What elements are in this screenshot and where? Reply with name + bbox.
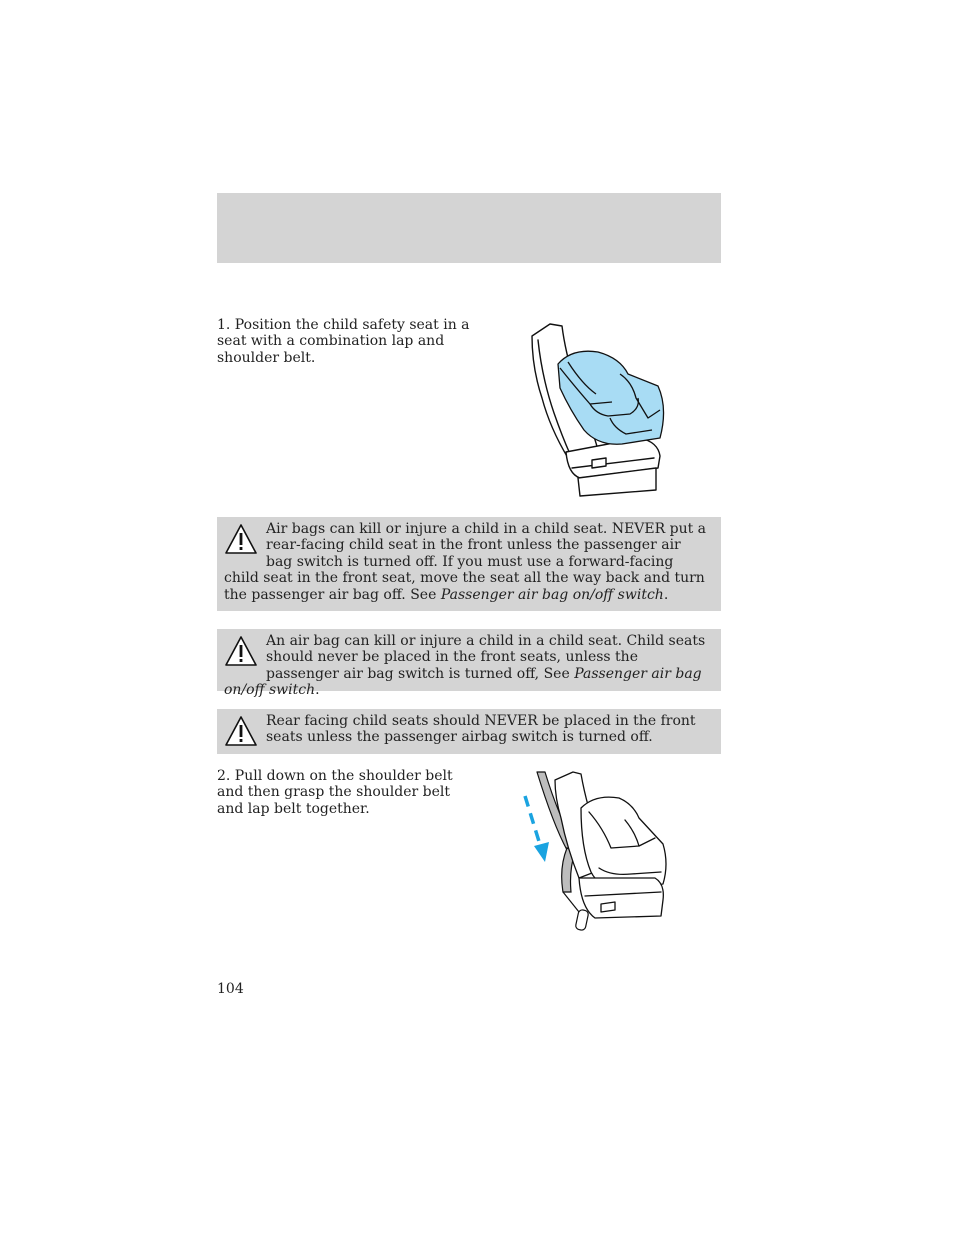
shoulder-belt-pull-illustration [515, 768, 675, 934]
warning-1-reference: Passenger air bag on/off switch [440, 586, 664, 603]
warning-triangle-icon [224, 523, 258, 556]
child-seat-in-vehicle-seat-illustration [520, 318, 675, 498]
warning-3-text: Rear facing child seats should NEVER be placed in the front seats unless the passenger airbag switch is turned off. [266, 713, 696, 746]
warning-1-suffix: . [663, 586, 669, 603]
warning-box-3 [217, 709, 721, 754]
step-1-text: 1. Position the child safety seat in a seat with a combination lap and shoulder belt. [217, 317, 470, 366]
warning-box-2 [217, 629, 721, 699]
pull-down-arrow-icon [525, 796, 549, 862]
step-2-text: 2. Pull down on the shoulder belt and then grasp the shoulder belt and lap belt together. [217, 768, 453, 817]
warning-box-1 [217, 517, 721, 611]
warning-triangle-icon [224, 635, 258, 668]
header-band [217, 193, 721, 263]
warning-triangle-icon [224, 715, 258, 748]
warning-2-reference: Passenger air bag on/off switch [224, 665, 702, 699]
warning-1-text: Air bags can kill or injure a child in a child seat. NEVER put a rear-facing child seat in the front unless the passenger air bag switch is turned off. If you must use a forward-facing child seat in the front seat, move the seat all the way back and turn the passenger air bag off. See [224, 521, 707, 603]
warning-2-text: An air bag can kill or injure a child in a child seat. Child seats should never be placed in the front seats, unless the passenger air bag switch is turned off, See [266, 633, 706, 682]
warning-2-suffix: . [315, 682, 320, 699]
page-number: 104 [217, 981, 244, 997]
